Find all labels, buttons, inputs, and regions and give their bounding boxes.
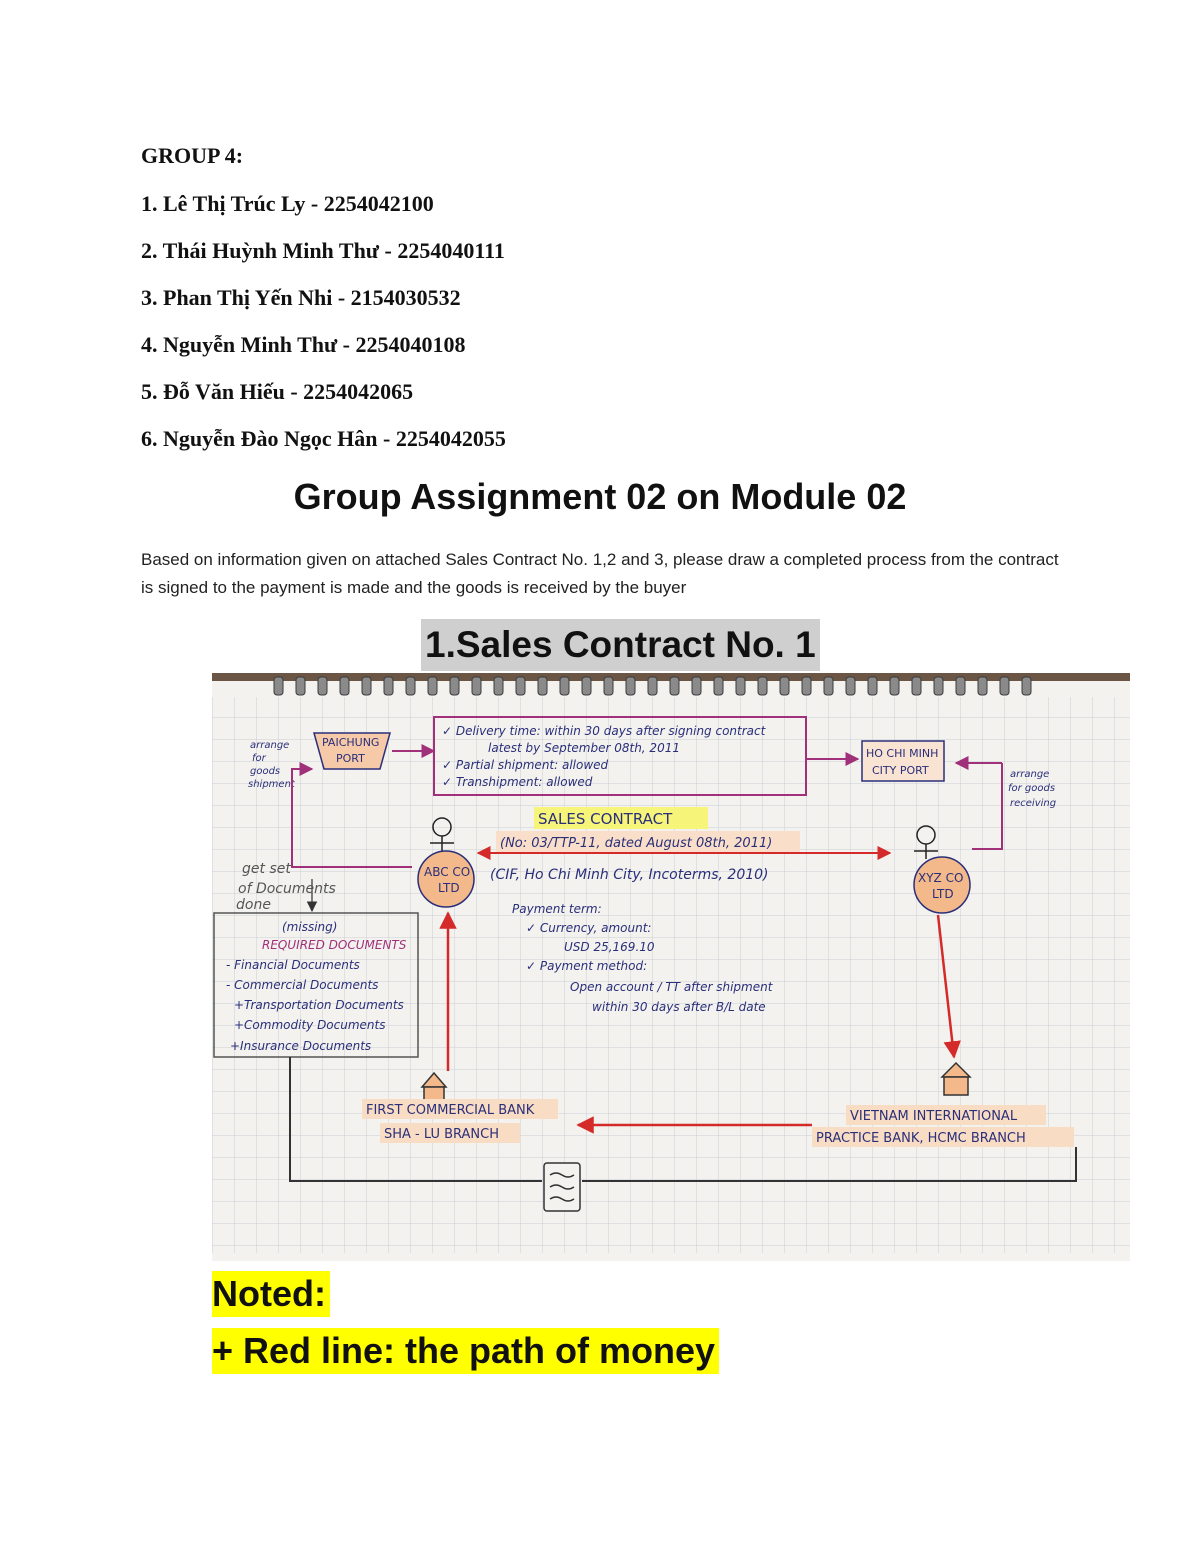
seller-bank-branch: SHA - LU BRANCH bbox=[384, 1127, 500, 1142]
member-item: 6. Nguyễn Đào Ngọc Hân - 2254042055 bbox=[141, 426, 506, 451]
contract-number: (No: 03/TTP-11, dated August 08th, 2011) bbox=[500, 836, 773, 851]
loading-port-label: PORT bbox=[336, 752, 365, 765]
arrange-receiving-note bbox=[1008, 769, 1056, 809]
buyer-bank-name: VIETNAM INTERNATIONAL bbox=[850, 1109, 1018, 1124]
svg-text:done: done bbox=[236, 897, 271, 913]
svg-text:+Transportation Documents: +Transportation Documents bbox=[234, 998, 404, 1012]
diagram-photo bbox=[212, 673, 1130, 1261]
loading-port-label: PAICHUNG bbox=[322, 736, 380, 749]
svg-text:latest by September 08th, 2011: latest by September 08th, 2011 bbox=[488, 741, 680, 755]
member-item: 1. Lê Thị Trúc Ly - 2254042100 bbox=[141, 191, 434, 216]
seller-node bbox=[418, 851, 474, 907]
svg-text:REQUIRED DOCUMENTS: REQUIRED DOCUMENTS bbox=[262, 938, 407, 952]
buyer-label: LTD bbox=[932, 887, 954, 901]
svg-text:receiving: receiving bbox=[1010, 798, 1057, 809]
svg-text:shipment: shipment bbox=[248, 779, 295, 790]
svg-text:Payment term:: Payment term: bbox=[512, 902, 602, 916]
member-item: 3. Phan Thị Yến Nhi - 2154030532 bbox=[141, 285, 461, 310]
svg-text:- Financial Documents: - Financial Documents bbox=[226, 958, 360, 972]
group-label: GROUP 4: bbox=[141, 143, 244, 168]
svg-text:for: for bbox=[252, 753, 266, 764]
svg-text:within 30 days after B/L date: within 30 days after B/L date bbox=[592, 1000, 766, 1014]
svg-text:USD 25,169.10: USD 25,169.10 bbox=[564, 940, 655, 954]
spiral-binding bbox=[274, 677, 1031, 695]
assignment-instructions: Based on information given on attached Sales Contract No. 1,2 and 3, please draw a completed process from the contract is signed to the payment is made and the goods is received by the buyer bbox=[141, 550, 1059, 597]
svg-text:✓ Delivery time: within 30 day: ✓ Delivery time: within 30 days after signing contract bbox=[442, 724, 766, 738]
svg-text:for goods: for goods bbox=[1008, 783, 1056, 794]
svg-text:+Commodity Documents: +Commodity Documents bbox=[234, 1018, 386, 1032]
buyer-bank-branch: PRACTICE BANK, HCMC BRANCH bbox=[816, 1131, 1026, 1146]
svg-text:arrange: arrange bbox=[1010, 769, 1050, 780]
svg-text:get set: get set bbox=[242, 861, 291, 877]
svg-text:✓ Currency, amount:: ✓ Currency, amount: bbox=[526, 921, 652, 935]
document-scroll-icon bbox=[544, 1163, 580, 1211]
svg-text:(missing): (missing) bbox=[282, 920, 338, 934]
svg-text:✓ Partial shipment: allowed: ✓ Partial shipment: allowed bbox=[442, 758, 609, 772]
destination-port-label: CITY PORT bbox=[872, 764, 929, 777]
member-item: 4. Nguyễn Minh Thư - 2254040108 bbox=[141, 332, 466, 357]
incoterms: (CIF, Ho Chi Minh City, Incoterms, 2010) bbox=[490, 867, 769, 883]
svg-text:✓ Transhipment: allowed: ✓ Transhipment: allowed bbox=[442, 775, 593, 789]
seller-label: ABC CO bbox=[424, 865, 471, 879]
note-red-line: + Red line: the path of money bbox=[212, 1328, 719, 1374]
buyer-node bbox=[914, 857, 970, 913]
svg-text:- Commercial Documents: - Commercial Documents bbox=[226, 978, 379, 992]
seller-bank-name: FIRST COMMERCIAL BANK bbox=[366, 1103, 535, 1118]
svg-text:goods: goods bbox=[250, 766, 281, 777]
svg-text:arrange: arrange bbox=[250, 740, 290, 751]
section-heading: 1.Sales Contract No. 1 bbox=[421, 619, 820, 671]
svg-text:of Documents: of Documents bbox=[238, 881, 336, 897]
destination-port-label: HO CHI MINH bbox=[866, 747, 939, 760]
buyer-label: XYZ CO bbox=[918, 871, 964, 885]
member-list bbox=[141, 180, 506, 462]
contract-title: SALES CONTRACT bbox=[538, 810, 673, 828]
member-item: 2. Thái Huỳnh Minh Thư - 2254040111 bbox=[141, 238, 505, 263]
svg-text:✓ Payment method:: ✓ Payment method: bbox=[526, 959, 648, 973]
svg-text:Open account / TT after shipme: Open account / TT after shipment bbox=[570, 980, 773, 994]
note-label: Noted: bbox=[212, 1271, 330, 1317]
svg-text:+Insurance Documents: +Insurance Documents bbox=[230, 1039, 372, 1053]
member-item: 5. Đỗ Văn Hiếu - 2254042065 bbox=[141, 379, 414, 404]
seller-label: LTD bbox=[438, 881, 460, 895]
page-title: Group Assignment 02 on Module 02 bbox=[293, 476, 907, 517]
